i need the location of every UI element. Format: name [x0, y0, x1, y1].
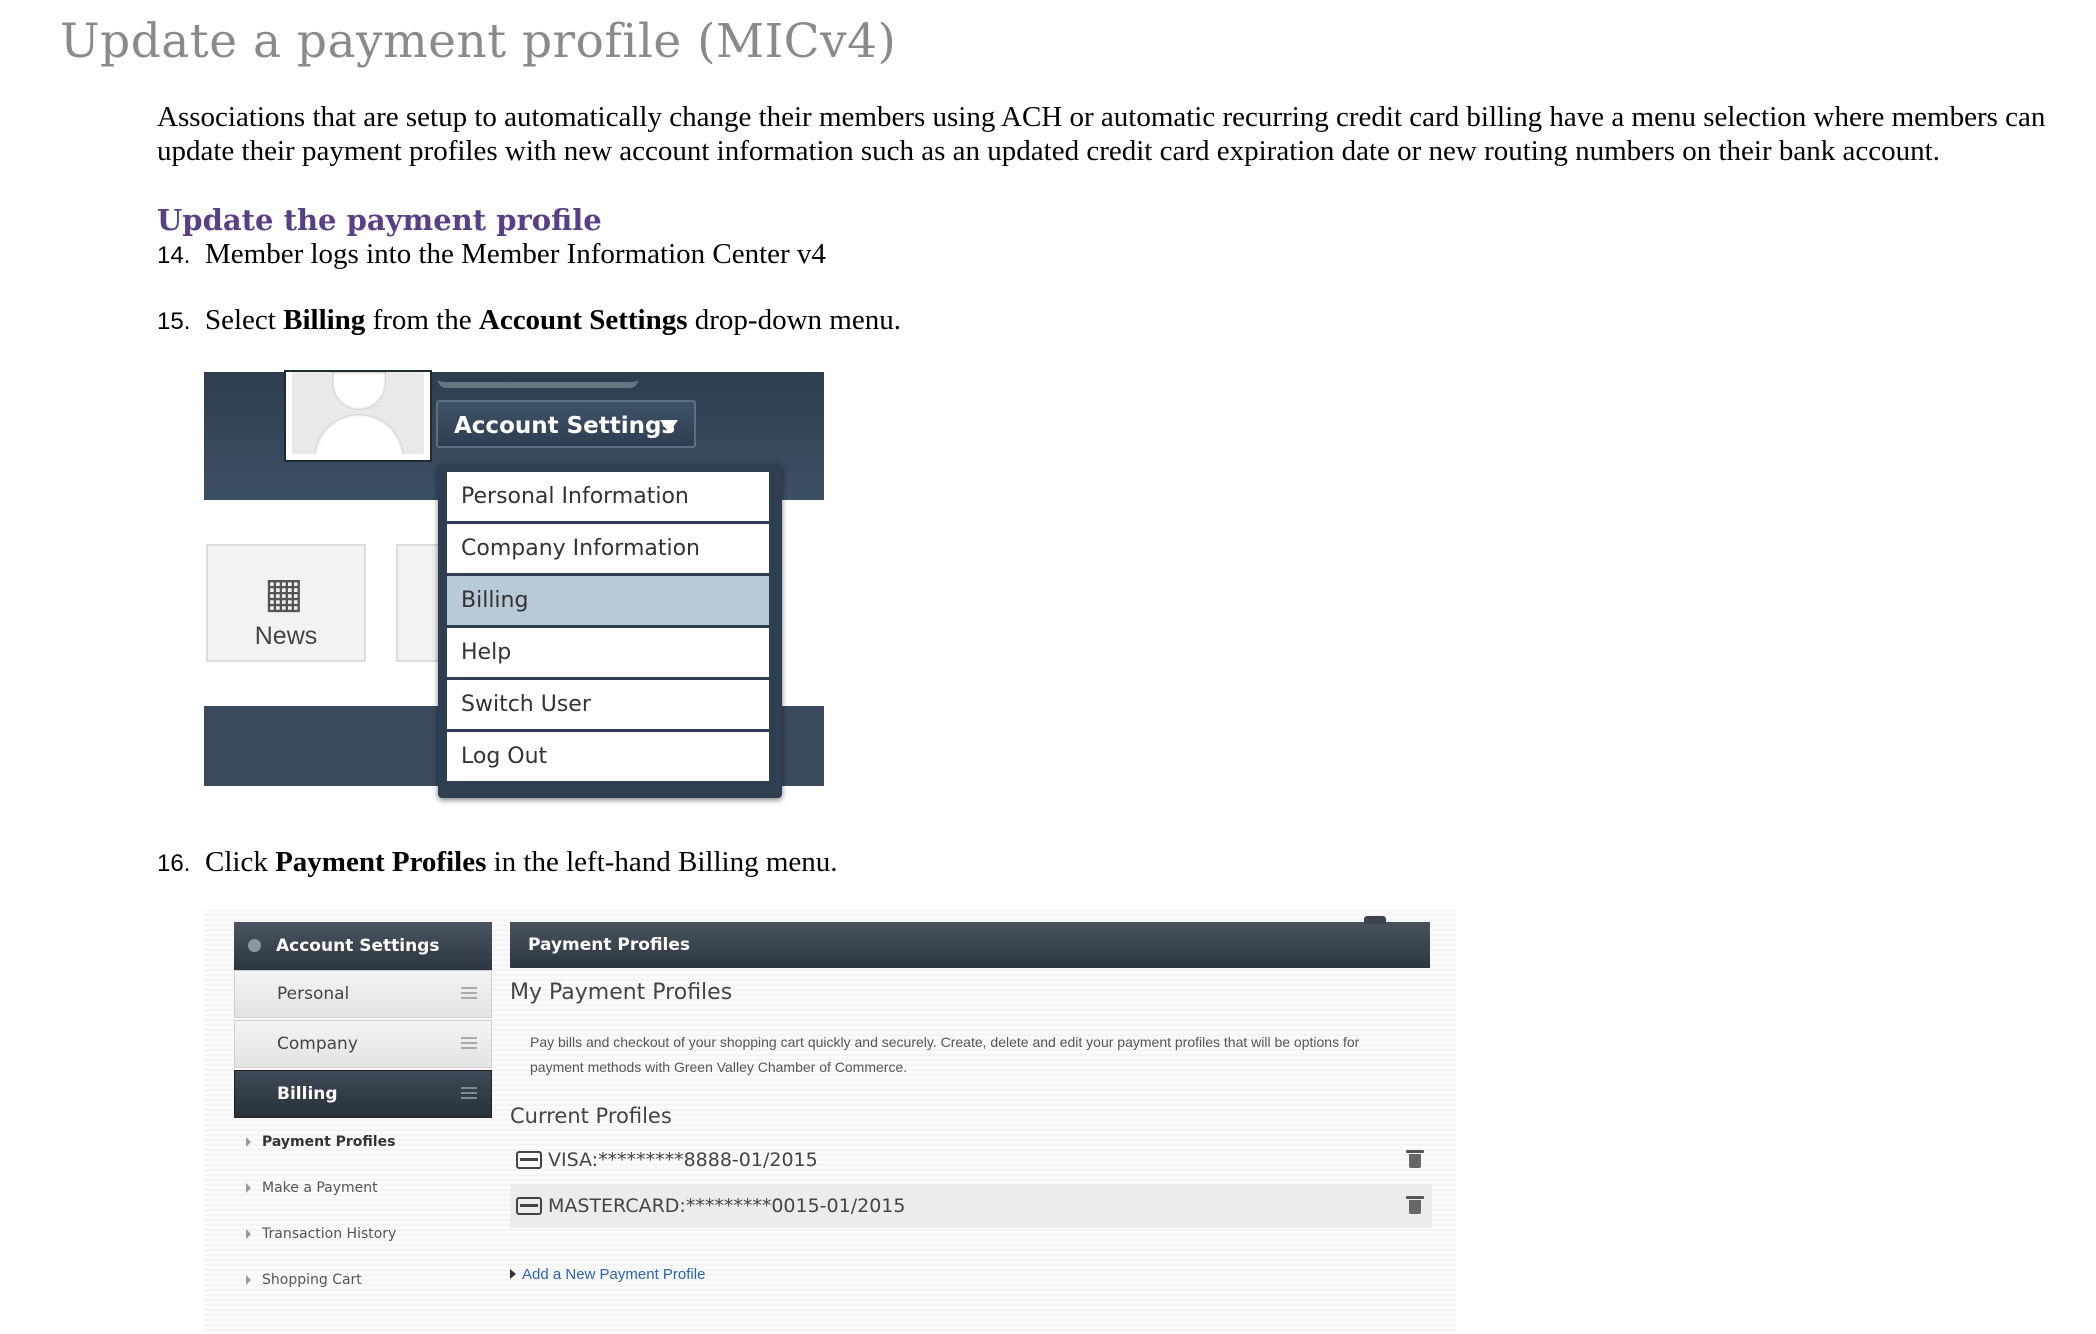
payment-profiles-panel-header [510, 922, 1430, 968]
step-number: 14. [157, 242, 191, 269]
step-15 [157, 304, 901, 337]
profile-label: VISA:*********8888-01/2015 [548, 1149, 818, 1171]
profile-row-mastercard[interactable] [510, 1184, 1432, 1228]
profile-row-visa[interactable] [510, 1138, 1432, 1182]
add-payment-profile-link[interactable] [510, 1266, 705, 1283]
menu-item-switch-user[interactable]: Switch User [447, 680, 769, 729]
chevron-right-icon [246, 1137, 251, 1147]
trash-icon[interactable] [1408, 1150, 1422, 1168]
menu-icon [461, 1087, 477, 1099]
menu-icon [461, 987, 477, 999]
chevron-right-icon [246, 1275, 251, 1285]
chevron-right-icon [246, 1229, 251, 1239]
step-number: 15. [157, 308, 191, 335]
credit-card-icon [516, 1151, 542, 1169]
step-bold-account-settings: Account Settings [478, 304, 688, 336]
step-text: Select [205, 304, 284, 336]
my-payment-profiles-heading: My Payment Profiles [510, 980, 733, 1005]
news-tile[interactable] [206, 544, 366, 662]
menu-icon [461, 1037, 477, 1049]
step-text: in the left-hand Billing menu. [486, 846, 838, 878]
chevron-right-icon [246, 1183, 251, 1193]
sidebar-item-company[interactable] [234, 1020, 492, 1068]
profile-label: MASTERCARD:*********0015-01/2015 [548, 1195, 906, 1217]
payment-profiles-description: Pay bills and checkout of your shopping cart quickly and securely. Create, delete and edit your payment profiles that will be options for payment methods with Green Valley Chamber of Commerce. [530, 1034, 1360, 1075]
step-14 [157, 238, 826, 271]
step-bold-billing: Billing [283, 304, 366, 336]
chevron-right-icon [510, 1269, 516, 1279]
menu-item-log-out[interactable]: Log Out [447, 732, 769, 781]
building-icon: ▦ [264, 571, 304, 617]
sidebar-item-billing[interactable] [234, 1070, 492, 1118]
sidebar-item-label: Company [277, 1034, 358, 1054]
step-text: Member logs into the Member Information Center v4 [205, 238, 826, 270]
sidebar-link-label: Payment Profiles [262, 1134, 396, 1150]
sidebar-item-label: Personal [277, 984, 350, 1004]
sidebar-item-label: Billing [277, 1084, 338, 1104]
caret-down-icon [660, 420, 678, 433]
section-subheading: Update the payment profile [157, 203, 602, 237]
panel-title: Payment Profiles [528, 935, 691, 955]
intro-paragraph: Associations that are setup to automatically change their members using ACH or automatic recurring credit card billing have a menu selection where members can update their payment profiles with new account information such as an updated credit card expiration date or new routing numbers on their bank account. [157, 101, 2046, 167]
menu-item-company-information[interactable]: Company Information [447, 524, 769, 573]
add-link-label: Add a New Payment Profile [522, 1266, 706, 1283]
screenshot-account-settings-menu [204, 372, 824, 792]
menu-item-personal-information[interactable]: Personal Information [447, 472, 769, 521]
account-settings-dropdown [438, 464, 782, 798]
trash-icon[interactable] [1408, 1196, 1422, 1214]
sidebar-link-shopping-cart[interactable] [234, 1258, 492, 1302]
sidebar-link-label: Transaction History [262, 1226, 397, 1242]
menu-item-help[interactable]: Help [447, 628, 769, 677]
step-text: Click [205, 846, 276, 878]
clipped-company-name [438, 372, 638, 388]
sidebar-link-label: Shopping Cart [262, 1272, 362, 1288]
sidebar-header-label: Account Settings [276, 936, 440, 956]
sidebar-header-account-settings[interactable] [234, 922, 492, 970]
avatar[interactable] [286, 372, 430, 460]
sidebar-link-label: Make a Payment [262, 1180, 378, 1196]
document-title: Update a payment profile (MICv4) [60, 14, 897, 69]
step-text: drop-down menu. [687, 304, 901, 336]
bullet-icon [248, 939, 261, 952]
sidebar-link-make-a-payment[interactable] [234, 1166, 492, 1210]
current-profiles-heading: Current Profiles [510, 1104, 672, 1128]
news-tile-label: News [254, 622, 318, 650]
step-number: 16. [157, 850, 191, 877]
step-text: from the [365, 304, 479, 336]
sidebar-link-payment-profiles[interactable] [234, 1120, 492, 1164]
screenshot-payment-profiles [204, 910, 1456, 1334]
step-bold-payment-profiles: Payment Profiles [275, 846, 487, 878]
sidebar-link-transaction-history[interactable] [234, 1212, 492, 1256]
step-16 [157, 846, 838, 879]
menu-item-billing[interactable]: Billing [447, 576, 769, 625]
account-settings-label: Account Settings [454, 413, 676, 439]
sidebar-item-personal[interactable] [234, 970, 492, 1018]
account-settings-button[interactable] [436, 400, 696, 448]
credit-card-icon [516, 1197, 542, 1215]
